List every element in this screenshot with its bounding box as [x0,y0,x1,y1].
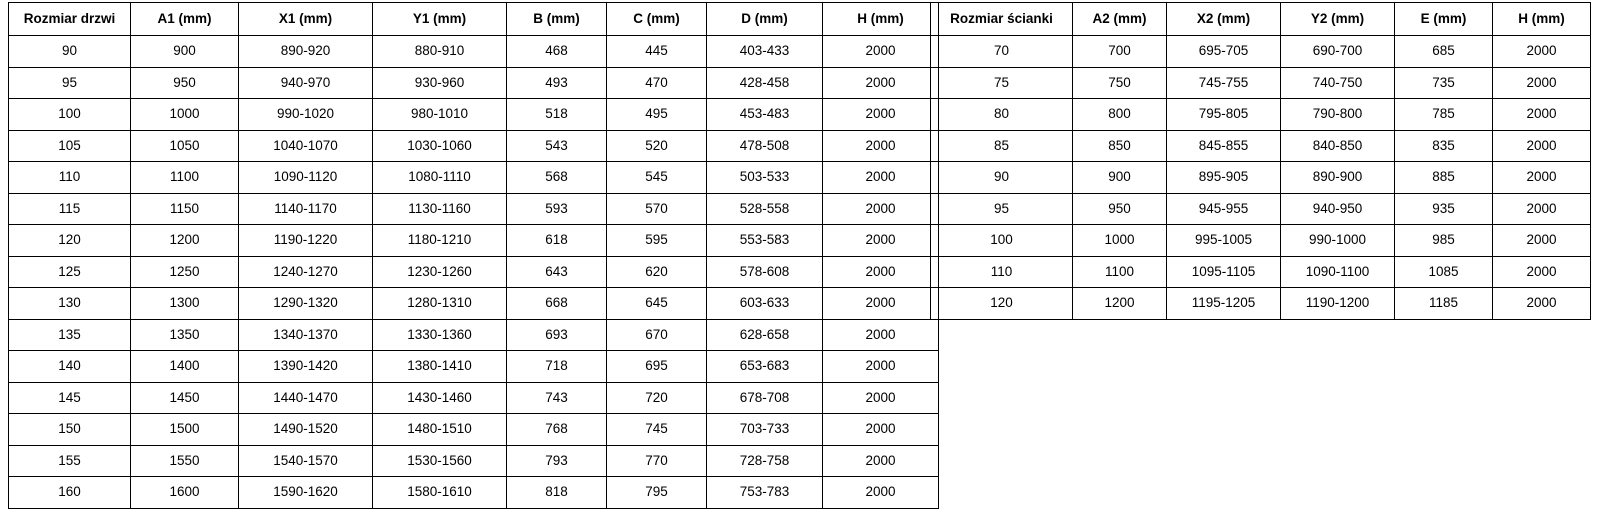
doors-cell: 2000 [823,130,939,162]
doors-cell: 130 [9,288,131,320]
table-row [9,351,939,383]
wall-cell: 1085 [1395,256,1493,288]
table-row [9,319,939,351]
doors-cell: 643 [507,256,607,288]
wall-cell: 1195-1205 [1167,288,1281,320]
table-row [9,130,939,162]
doors-cell: 2000 [823,36,939,68]
doors-cell: 160 [9,477,131,509]
doors-cell: 520 [607,130,707,162]
table-row [9,288,939,320]
table-header-row [931,3,1591,36]
doors-cell: 890-920 [239,36,373,68]
doors-cell: 1450 [131,382,239,414]
wall-cell: 1190-1200 [1281,288,1395,320]
wall-cell: 75 [931,67,1073,99]
doors-cell: 543 [507,130,607,162]
doors-cell: 1250 [131,256,239,288]
wall-cell: 2000 [1493,36,1591,68]
doors-cell: 155 [9,445,131,477]
doors-cell: 150 [9,414,131,446]
table-row [931,36,1591,68]
doors-cell: 1480-1510 [373,414,507,446]
table-header-row [9,3,939,36]
doors-cell: 2000 [823,445,939,477]
wall-column-header: Y2 (mm) [1281,3,1395,36]
wall-column-header: E (mm) [1395,3,1493,36]
table-row [9,36,939,68]
wall-cell: 2000 [1493,256,1591,288]
doors-cell: 1190-1220 [239,225,373,257]
doors-cell: 568 [507,162,607,194]
table-row [931,256,1591,288]
doors-cell: 620 [607,256,707,288]
doors-cell: 693 [507,319,607,351]
wall-cell: 745-755 [1167,67,1281,99]
wall-cell: 2000 [1493,130,1591,162]
wall-cell: 690-700 [1281,36,1395,68]
doors-cell: 2000 [823,256,939,288]
doors-cell: 1100 [131,162,239,194]
table-row [9,162,939,194]
doors-cell: 1550 [131,445,239,477]
doors-cell: 570 [607,193,707,225]
wall-cell: 1090-1100 [1281,256,1395,288]
doors-cell: 795 [607,477,707,509]
doors-cell: 100 [9,99,131,131]
wall-cell: 80 [931,99,1073,131]
doors-cell: 900 [131,36,239,68]
wall-cell: 950 [1073,193,1167,225]
doors-cell: 553-583 [707,225,823,257]
wall-cell: 835 [1395,130,1493,162]
wall-cell: 2000 [1493,225,1591,257]
wall-cell: 685 [1395,36,1493,68]
doors-cell: 1340-1370 [239,319,373,351]
doors-cell: 1290-1320 [239,288,373,320]
wall-cell: 890-900 [1281,162,1395,194]
wall-cell: 850 [1073,130,1167,162]
doors-cell: 1130-1160 [373,193,507,225]
doors-cell: 2000 [823,351,939,383]
wall-cell: 990-1000 [1281,225,1395,257]
wall-cell: 885 [1395,162,1493,194]
doors-cell: 495 [607,99,707,131]
doors-cell: 428-458 [707,67,823,99]
doors-table-header [9,3,939,36]
doors-cell: 2000 [823,67,939,99]
wall-cell: 695-705 [1167,36,1281,68]
wall-cell: 700 [1073,36,1167,68]
wall-column-header: X2 (mm) [1167,3,1281,36]
doors-column-header: Rozmiar drzwi [9,3,131,36]
table-row [931,193,1591,225]
doors-cell: 1280-1310 [373,288,507,320]
doors-cell: 1090-1120 [239,162,373,194]
doors-cell: 1530-1560 [373,445,507,477]
doors-cell: 140 [9,351,131,383]
doors-cell: 753-783 [707,477,823,509]
table-row [9,414,939,446]
doors-cell: 1500 [131,414,239,446]
doors-spec-table [8,2,939,509]
doors-cell: 468 [507,36,607,68]
wall-cell: 2000 [1493,99,1591,131]
doors-cell: 1080-1110 [373,162,507,194]
doors-cell: 793 [507,445,607,477]
wall-cell: 995-1005 [1167,225,1281,257]
doors-cell: 670 [607,319,707,351]
doors-cell: 2000 [823,319,939,351]
doors-cell: 743 [507,382,607,414]
doors-column-header: H (mm) [823,3,939,36]
doors-cell: 728-758 [707,445,823,477]
doors-cell: 2000 [823,477,939,509]
doors-cell: 1200 [131,225,239,257]
wall-cell: 120 [931,288,1073,320]
doors-cell: 940-970 [239,67,373,99]
wall-cell: 100 [931,225,1073,257]
doors-cell: 1040-1070 [239,130,373,162]
wall-column-header: A2 (mm) [1073,3,1167,36]
wall-cell: 740-750 [1281,67,1395,99]
doors-cell: 818 [507,477,607,509]
doors-cell: 2000 [823,382,939,414]
doors-cell: 880-910 [373,36,507,68]
doors-cell: 1400 [131,351,239,383]
doors-cell: 528-558 [707,193,823,225]
doors-cell: 135 [9,319,131,351]
doors-cell: 720 [607,382,707,414]
doors-column-header: A1 (mm) [131,3,239,36]
wall-cell: 90 [931,162,1073,194]
doors-cell: 645 [607,288,707,320]
doors-cell: 990-1020 [239,99,373,131]
doors-cell: 595 [607,225,707,257]
doors-cell: 770 [607,445,707,477]
doors-cell: 1030-1060 [373,130,507,162]
doors-cell: 2000 [823,99,939,131]
doors-cell: 703-733 [707,414,823,446]
doors-cell: 593 [507,193,607,225]
wall-cell: 1185 [1395,288,1493,320]
doors-cell: 95 [9,67,131,99]
wall-table-body [931,36,1591,320]
wall-cell: 940-950 [1281,193,1395,225]
doors-cell: 1440-1470 [239,382,373,414]
wall-cell: 790-800 [1281,99,1395,131]
wall-cell: 935 [1395,193,1493,225]
wall-cell: 2000 [1493,288,1591,320]
wall-cell: 70 [931,36,1073,68]
doors-cell: 145 [9,382,131,414]
table-row [931,99,1591,131]
doors-cell: 578-608 [707,256,823,288]
doors-cell: 493 [507,67,607,99]
wall-cell: 845-855 [1167,130,1281,162]
doors-column-header: Y1 (mm) [373,3,507,36]
doors-cell: 1000 [131,99,239,131]
doors-cell: 1590-1620 [239,477,373,509]
doors-cell: 950 [131,67,239,99]
wall-cell: 735 [1395,67,1493,99]
wall-cell: 2000 [1493,162,1591,194]
wall-cell: 1100 [1073,256,1167,288]
doors-column-header: C (mm) [607,3,707,36]
doors-cell: 115 [9,193,131,225]
wall-cell: 985 [1395,225,1493,257]
doors-cell: 1390-1420 [239,351,373,383]
doors-cell: 603-633 [707,288,823,320]
doors-cell: 2000 [823,162,939,194]
doors-cell: 1380-1410 [373,351,507,383]
wall-column-header: Rozmiar ścianki [931,3,1073,36]
wall-cell: 895-905 [1167,162,1281,194]
doors-cell: 125 [9,256,131,288]
wall-cell: 95 [931,193,1073,225]
doors-cell: 678-708 [707,382,823,414]
doors-cell: 105 [9,130,131,162]
doors-cell: 1540-1570 [239,445,373,477]
doors-cell: 403-433 [707,36,823,68]
doors-column-header: B (mm) [507,3,607,36]
doors-cell: 745 [607,414,707,446]
doors-cell: 503-533 [707,162,823,194]
doors-cell: 2000 [823,193,939,225]
doors-cell: 653-683 [707,351,823,383]
doors-cell: 110 [9,162,131,194]
doors-cell: 453-483 [707,99,823,131]
wall-cell: 900 [1073,162,1167,194]
wall-cell: 800 [1073,99,1167,131]
doors-cell: 930-960 [373,67,507,99]
wall-cell: 945-955 [1167,193,1281,225]
wall-cell: 1000 [1073,225,1167,257]
table-row [9,256,939,288]
doors-cell: 1230-1260 [373,256,507,288]
doors-cell: 980-1010 [373,99,507,131]
doors-cell: 2000 [823,414,939,446]
table-row [9,225,939,257]
doors-cell: 1350 [131,319,239,351]
doors-cell: 618 [507,225,607,257]
doors-cell: 90 [9,36,131,68]
doors-column-header: D (mm) [707,3,823,36]
table-row [931,162,1591,194]
doors-cell: 545 [607,162,707,194]
wall-cell: 2000 [1493,67,1591,99]
doors-cell: 2000 [823,225,939,257]
doors-cell: 668 [507,288,607,320]
table-row [931,130,1591,162]
wall-cell: 840-850 [1281,130,1395,162]
doors-cell: 768 [507,414,607,446]
doors-cell: 695 [607,351,707,383]
doors-cell: 470 [607,67,707,99]
doors-cell: 2000 [823,288,939,320]
table-row [9,67,939,99]
wall-cell: 85 [931,130,1073,162]
doors-cell: 1140-1170 [239,193,373,225]
doors-cell: 1430-1460 [373,382,507,414]
table-row [9,477,939,509]
doors-cell: 628-658 [707,319,823,351]
table-row [931,225,1591,257]
wall-column-header: H (mm) [1493,3,1591,36]
wall-spec-table [930,2,1591,320]
table-row [931,67,1591,99]
wall-cell: 785 [1395,99,1493,131]
wall-cell: 2000 [1493,193,1591,225]
doors-cell: 1600 [131,477,239,509]
doors-cell: 478-508 [707,130,823,162]
wall-cell: 1095-1105 [1167,256,1281,288]
table-row [9,99,939,131]
doors-cell: 445 [607,36,707,68]
doors-cell: 1330-1360 [373,319,507,351]
doors-cell: 1300 [131,288,239,320]
doors-column-header: X1 (mm) [239,3,373,36]
doors-cell: 1580-1610 [373,477,507,509]
table-row [9,445,939,477]
table-row [9,193,939,225]
wall-cell: 750 [1073,67,1167,99]
doors-cell: 718 [507,351,607,383]
doors-cell: 1240-1270 [239,256,373,288]
doors-cell: 1050 [131,130,239,162]
wall-table-header [931,3,1591,36]
doors-table-body [9,36,939,509]
doors-cell: 1180-1210 [373,225,507,257]
doors-cell: 1490-1520 [239,414,373,446]
doors-cell: 120 [9,225,131,257]
wall-cell: 795-805 [1167,99,1281,131]
doors-cell: 518 [507,99,607,131]
table-row [931,288,1591,320]
doors-cell: 1150 [131,193,239,225]
table-row [9,382,939,414]
wall-cell: 110 [931,256,1073,288]
wall-cell: 1200 [1073,288,1167,320]
